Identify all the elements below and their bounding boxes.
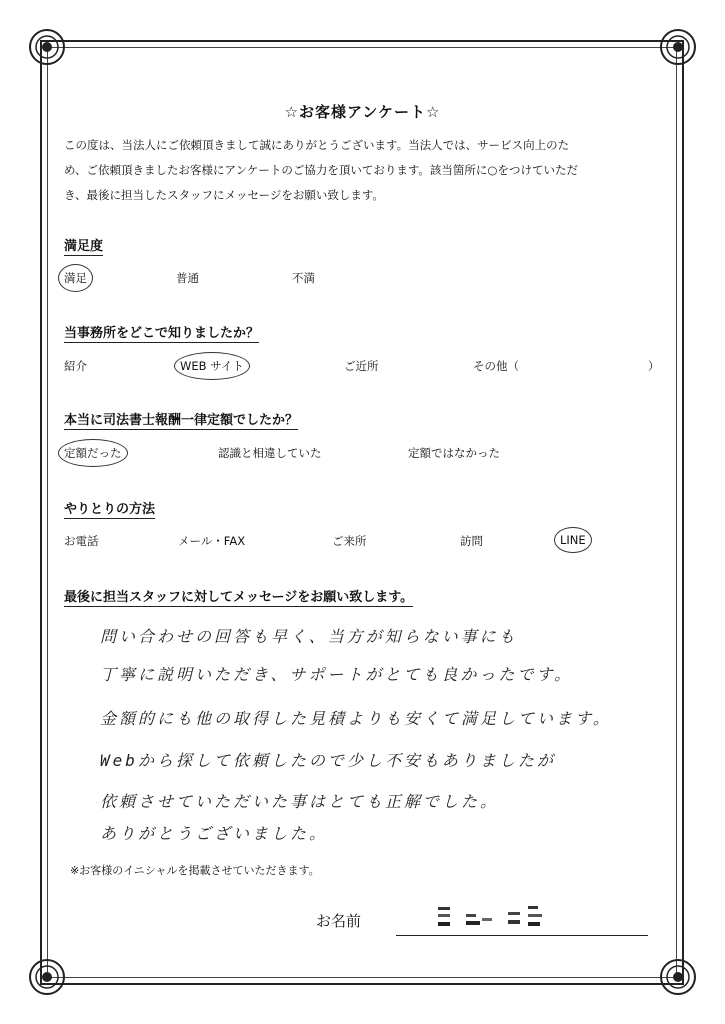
fixed-fee-option-no[interactable]: 定額ではなかった [408, 446, 500, 460]
satisfaction-heading: 満足度 [64, 235, 103, 256]
message-line: Webから探して依頼したので少し不安もありましたが [100, 751, 556, 770]
fixed-fee-option-yes[interactable]: 定額だった [64, 446, 122, 460]
satisfaction-option-unsatisfied[interactable]: 不満 [292, 271, 315, 285]
message-line: 金額的にも他の取得した見積よりも安くて満足しています。 [100, 709, 612, 728]
corner-ornament-icon [25, 25, 69, 69]
name-signature-line [396, 935, 648, 936]
intro-line: め、ご依頼頂きましたお客様にアンケートのご協力を頂いております。該当箇所に○をつけていただ [64, 163, 578, 177]
name-label: お名前 [316, 912, 362, 930]
redacted-name [430, 904, 560, 932]
initials-note: ※お客様のイニシャルを掲載させていただきます。 [70, 864, 320, 877]
message-line: ありがとうございました。 [100, 824, 329, 843]
source-option-website[interactable]: WEB サイト [180, 359, 244, 373]
contact-option-mail-fax[interactable]: メール・FAX [178, 534, 246, 548]
source-option-referral[interactable]: 紹介 [64, 359, 87, 373]
survey-title: ☆お客様アンケート☆ [284, 103, 441, 121]
survey-intro [64, 133, 664, 208]
corner-ornament-icon [656, 25, 700, 69]
contact-option-visit-office[interactable]: ご来所 [332, 534, 367, 548]
contact-heading: やりとりの方法 [64, 498, 155, 519]
message-line: 問い合わせの回答も早く、当方が知らない事にも [100, 627, 518, 646]
corner-ornament-icon [25, 955, 69, 999]
source-option-neighborhood[interactable]: ご近所 [344, 359, 379, 373]
message-line: 依頼させていただいた事はとても正解でした。 [100, 792, 500, 811]
fixed-fee-heading: 本当に司法書士報酬一律定額でしたか？ [64, 409, 298, 430]
intro-line: この度は、当法人にご依頼頂きまして誠にありがとうございます。当法人では、サービス向上のた [64, 138, 570, 152]
corner-ornament-icon [656, 955, 700, 999]
satisfaction-option-satisfied[interactable]: 満足 [64, 271, 87, 285]
intro-line: き、最後に担当したスタッフにメッセージをお願い致します。 [64, 188, 384, 202]
fixed-fee-option-different[interactable]: 認識と相違していた [218, 446, 322, 460]
satisfaction-option-normal[interactable]: 普通 [176, 271, 199, 285]
message-line: 丁寧に説明いただき、サポートがとても良かったです。 [100, 665, 574, 684]
contact-option-phone[interactable]: お電話 [64, 534, 99, 548]
message-heading: 最後に担当スタッフに対してメッセージをお願い致します。 [64, 586, 413, 607]
source-option-other[interactable]: その他（ [473, 359, 519, 373]
contact-option-home-visit[interactable]: 訪問 [460, 534, 483, 548]
source-option-other-close: ） [648, 359, 660, 373]
contact-option-line[interactable]: LINE [560, 533, 586, 547]
source-heading: 当事務所をどこで知りましたか？ [64, 322, 259, 343]
